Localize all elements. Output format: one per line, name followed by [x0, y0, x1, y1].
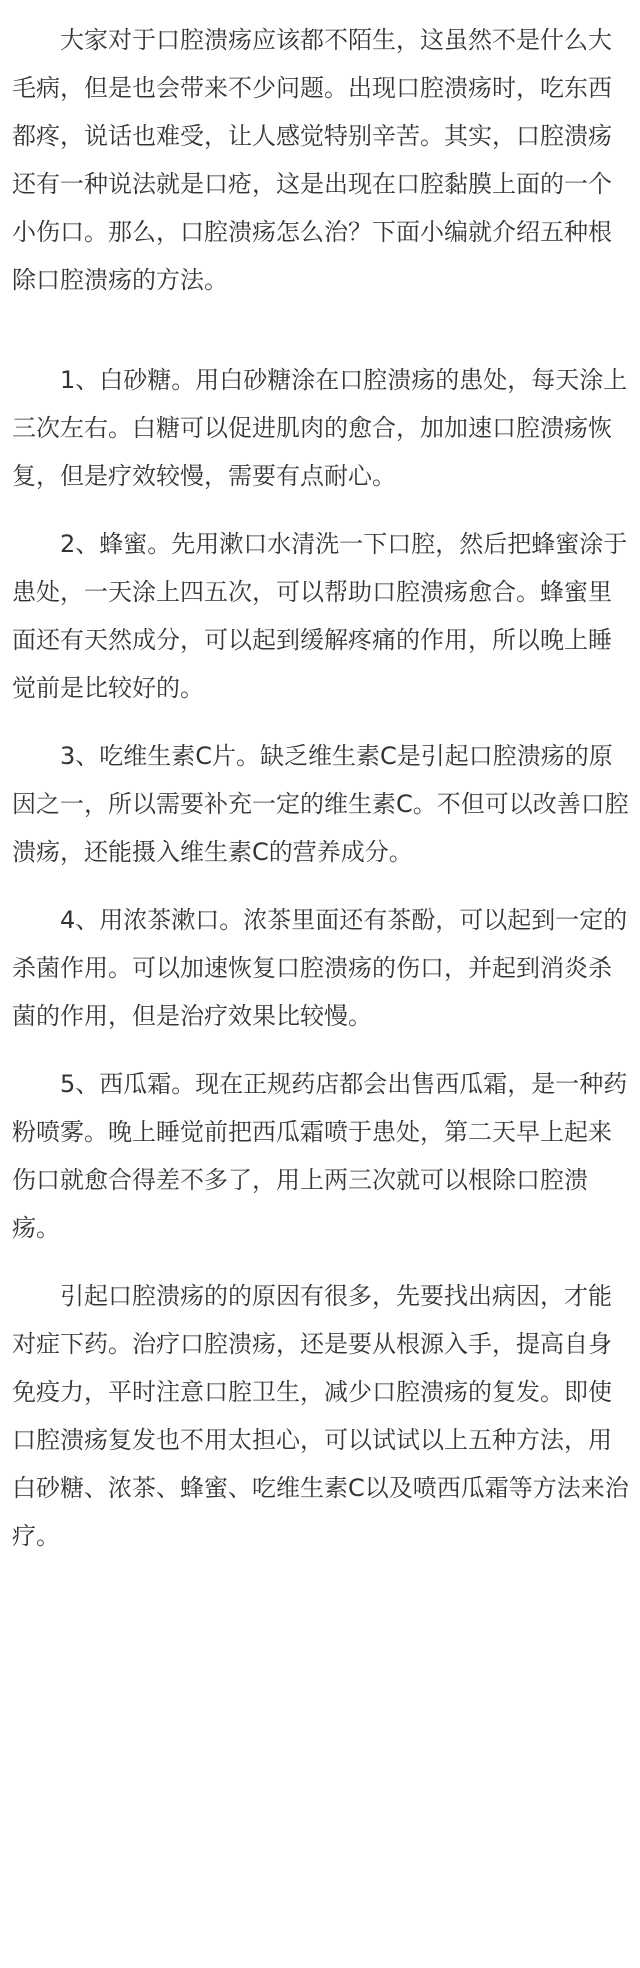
method-3-paragraph: 3、吃维生素C片。缺乏维生素C是引起口腔溃疡的原因之一，所以需要补充一定的维生素C。不但可以改善口腔溃疡，还能摄入维生素C的营养成分。 — [12, 742, 629, 866]
method-4-paragraph: 4、用浓茶漱口。浓茶里面还有茶酚，可以起到一定的杀菌作用。可以加速恢复口腔溃疡的伤口，并起到消炎杀菌的作用，但是治疗效果比较慢。 — [12, 906, 628, 1030]
method-5-paragraph: 5、西瓜霜。现在正规药店都会出售西瓜霜，是一种药粉喷雾。晚上睡觉前把西瓜霜喷于患处，第二天早上起来伤口就愈合得差不多了，用上两三次就可以根除口腔溃疡。 — [12, 1070, 628, 1242]
conclusion-paragraph: 引起口腔溃疡的的原因有很多，先要找出病因，才能对症下药。治疗口腔溃疡，还是要从根源入手，提高自身免疫力，平时注意口腔卫生，减少口腔溃疡的复发。即使口腔溃疡复发也不用太担心，可以试试以上五种方法，用白砂糖、浓茶、蜂蜜、吃维生素C以及喷西瓜霜等方法来治疗。 — [12, 1282, 629, 1550]
method-2-paragraph: 2、蜂蜜。先用漱口水清洗一下口腔，然后把蜂蜜涂于患处，一天涂上四五次，可以帮助口腔溃疡愈合。蜂蜜里面还有天然成分，可以起到缓解疼痛的作用，所以晚上睡觉前是比较好的。 — [12, 530, 628, 702]
method-1-paragraph: 1、白砂糖。用白砂糖涂在口腔溃疡的患处，每天涂上三次左右。白糖可以促进肌肉的愈合，加加速口腔溃疡恢复，但是疗效较慢，需要有点耐心。 — [12, 366, 628, 490]
intro-paragraph: 大家对于口腔溃疡应该都不陌生，这虽然不是什么大毛病，但是也会带来不少问题。出现口腔溃疡时，吃东西都疼，说话也难受，让人感觉特别辛苦。其实，口腔溃疡还有一种说法就是口疮，这是出现在口腔黏膜上面的一个小伤口。那么，口腔溃疡怎么治？下面小编就介绍五种根除口腔溃疡的方法。 — [12, 26, 612, 294]
